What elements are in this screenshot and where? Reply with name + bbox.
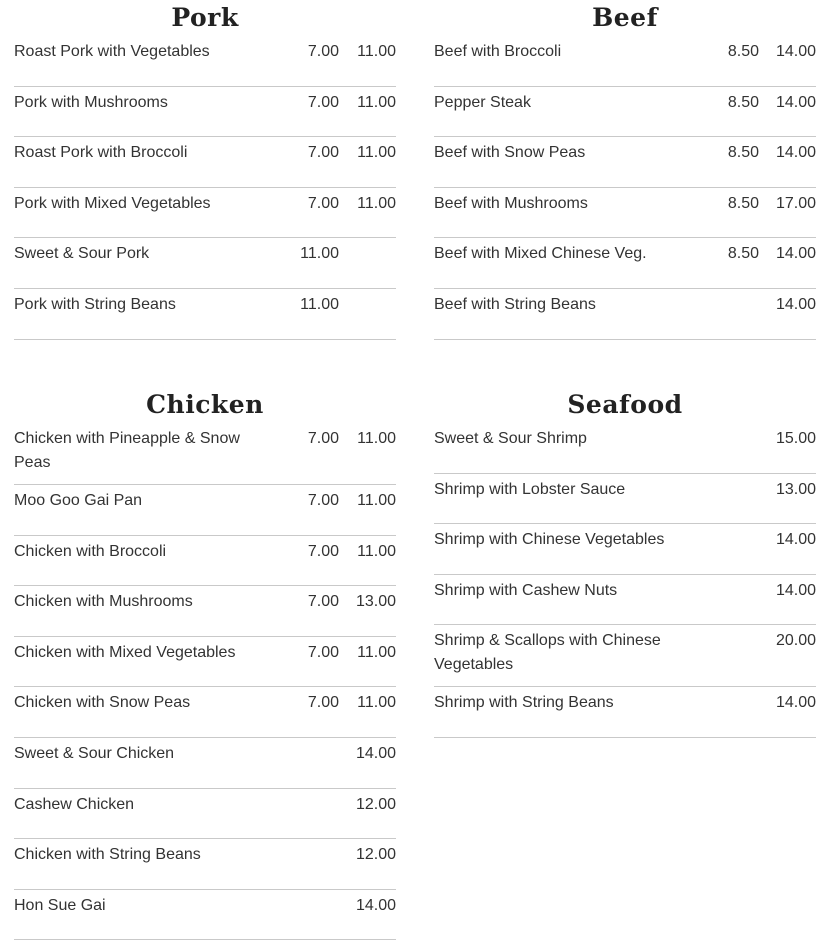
section-pork: [14, 0, 396, 340]
menu-item: [434, 625, 816, 687]
menu-list: [434, 423, 816, 738]
menu-list: [14, 423, 396, 940]
menu-item: [14, 890, 396, 940]
menu-item: [434, 289, 816, 340]
menu-item-name: Beef with Snow Peas: [434, 144, 586, 162]
menu-item: [14, 839, 396, 890]
menu-item: [14, 536, 396, 587]
price-small: 7.00: [307, 542, 339, 560]
menu-item: [14, 586, 396, 637]
menu-item-name: Beef with String Beans: [434, 295, 596, 313]
section-title: Beef: [592, 3, 658, 32]
menu-item: [14, 485, 396, 536]
price-large: 11.00: [357, 93, 396, 111]
menu-item-name: Sweet & Sour Pork: [14, 245, 150, 263]
price-large: 14.00: [355, 744, 396, 762]
menu-list: [14, 36, 396, 340]
menu-item: [434, 238, 816, 289]
menu-item-name: Pork with String Beans: [14, 295, 176, 313]
menu-item: [434, 575, 816, 626]
section-title: Pork: [171, 3, 239, 32]
price-large: 12.00: [355, 846, 396, 864]
price-large: 14.00: [775, 694, 816, 712]
price-large: 14.00: [775, 581, 816, 599]
menu-item-name: Chicken with String Beans: [14, 846, 201, 864]
menu-item-name: Pork with Mushrooms: [14, 93, 168, 111]
menu-item-name: Beef with Mixed Chinese Veg.: [434, 245, 647, 263]
menu-item-name: Shrimp with String Beans: [434, 694, 614, 712]
price-small: 7.00: [307, 593, 339, 611]
menu-item: [14, 238, 396, 289]
price-small: 11.00: [300, 245, 339, 263]
menu-item: [14, 738, 396, 789]
price-large: 15.00: [775, 430, 816, 447]
menu-item-name: Roast Pork with Vegetables: [14, 43, 210, 60]
menu-item-name: Shrimp with Chinese Vegetables: [434, 531, 665, 549]
menu-item-name: Chicken with Broccoli: [14, 542, 167, 560]
menu-item-name: Chicken with Pineapple & Snow Peas: [14, 430, 240, 471]
section-title: Chicken: [146, 390, 264, 419]
section-title: Seafood: [567, 390, 683, 419]
menu-item-name: Shrimp & Scallops with Chinese Vegetables: [434, 632, 661, 674]
price-small: 7.00: [307, 643, 339, 661]
price-small: 7.00: [307, 492, 339, 509]
price-small: 7.00: [307, 430, 339, 447]
price-small: 8.50: [727, 93, 759, 111]
price-small: 11.00: [300, 295, 339, 313]
menu-item: [14, 423, 396, 485]
price-small: 7.00: [307, 43, 339, 60]
menu-item-name: Shrimp with Lobster Sauce: [434, 480, 626, 498]
menu-list: [434, 36, 816, 340]
price-small: 8.50: [727, 194, 759, 212]
menu-item: [434, 474, 816, 525]
price-small: 7.00: [307, 93, 339, 111]
price-small: 8.50: [727, 43, 759, 60]
price-large: 13.00: [775, 480, 816, 498]
menu-item: [434, 188, 816, 239]
price-small: 7.00: [307, 194, 339, 212]
menu-item: [14, 789, 396, 840]
price-large: 12.00: [355, 795, 396, 813]
price-large: 11.00: [357, 542, 396, 560]
menu-item: [434, 524, 816, 575]
menu-item: [14, 137, 396, 188]
price-large: 14.00: [775, 43, 816, 60]
menu-item: [14, 687, 396, 738]
price-large: 11.00: [357, 194, 396, 212]
price-large: 14.00: [775, 144, 816, 162]
menu-item: [434, 87, 816, 138]
menu-item: [434, 137, 816, 188]
menu-item-name: Pork with Mixed Vegetables: [14, 194, 211, 212]
price-large: 14.00: [775, 295, 816, 313]
menu-item-name: Moo Goo Gai Pan: [14, 492, 143, 509]
price-large: 20.00: [775, 632, 816, 650]
price-large: 11.00: [357, 492, 396, 509]
section-beef: [434, 0, 816, 340]
menu-item-name: Chicken with Mixed Vegetables: [14, 643, 236, 661]
menu-item-name: Roast Pork with Broccoli: [14, 144, 188, 162]
price-large: 11.00: [357, 643, 396, 661]
menu-item: [14, 289, 396, 340]
price-large: 11.00: [357, 694, 396, 712]
menu-item: [14, 188, 396, 239]
section-seafood: [434, 387, 816, 738]
menu-item-name: Shrimp with Cashew Nuts: [434, 581, 618, 599]
price-small: 7.00: [307, 694, 339, 712]
menu-item-name: Pepper Steak: [434, 93, 531, 111]
menu-item-name: Sweet & Sour Shrimp: [434, 430, 587, 447]
menu-item-name: Chicken with Mushrooms: [14, 593, 193, 611]
price-large: 14.00: [775, 531, 816, 549]
price-small: 7.00: [307, 144, 339, 162]
menu-item: [14, 36, 396, 87]
menu-item-name: Hon Sue Gai: [14, 896, 106, 914]
menu-item: [434, 36, 816, 87]
price-large: 13.00: [355, 593, 396, 611]
price-large: 11.00: [357, 43, 396, 60]
price-large: 14.00: [775, 245, 816, 263]
price-large: 11.00: [357, 430, 396, 447]
menu-item: [434, 687, 816, 738]
price-large: 17.00: [775, 194, 816, 212]
menu-item: [434, 423, 816, 474]
menu-item-name: Sweet & Sour Chicken: [14, 744, 175, 762]
price-small: 8.50: [727, 144, 759, 162]
menu-item-name: Cashew Chicken: [14, 795, 135, 813]
price-large: 11.00: [357, 144, 396, 162]
price-large: 14.00: [355, 896, 396, 914]
section-chicken: [14, 387, 396, 940]
menu-item: [14, 637, 396, 688]
menu-item: [14, 87, 396, 138]
menu-item-name: Beef with Broccoli: [434, 43, 562, 60]
menu-item-name: Beef with Mushrooms: [434, 194, 588, 212]
price-large: 14.00: [775, 93, 816, 111]
price-small: 8.50: [727, 245, 759, 263]
menu-item-name: Chicken with Snow Peas: [14, 694, 191, 712]
